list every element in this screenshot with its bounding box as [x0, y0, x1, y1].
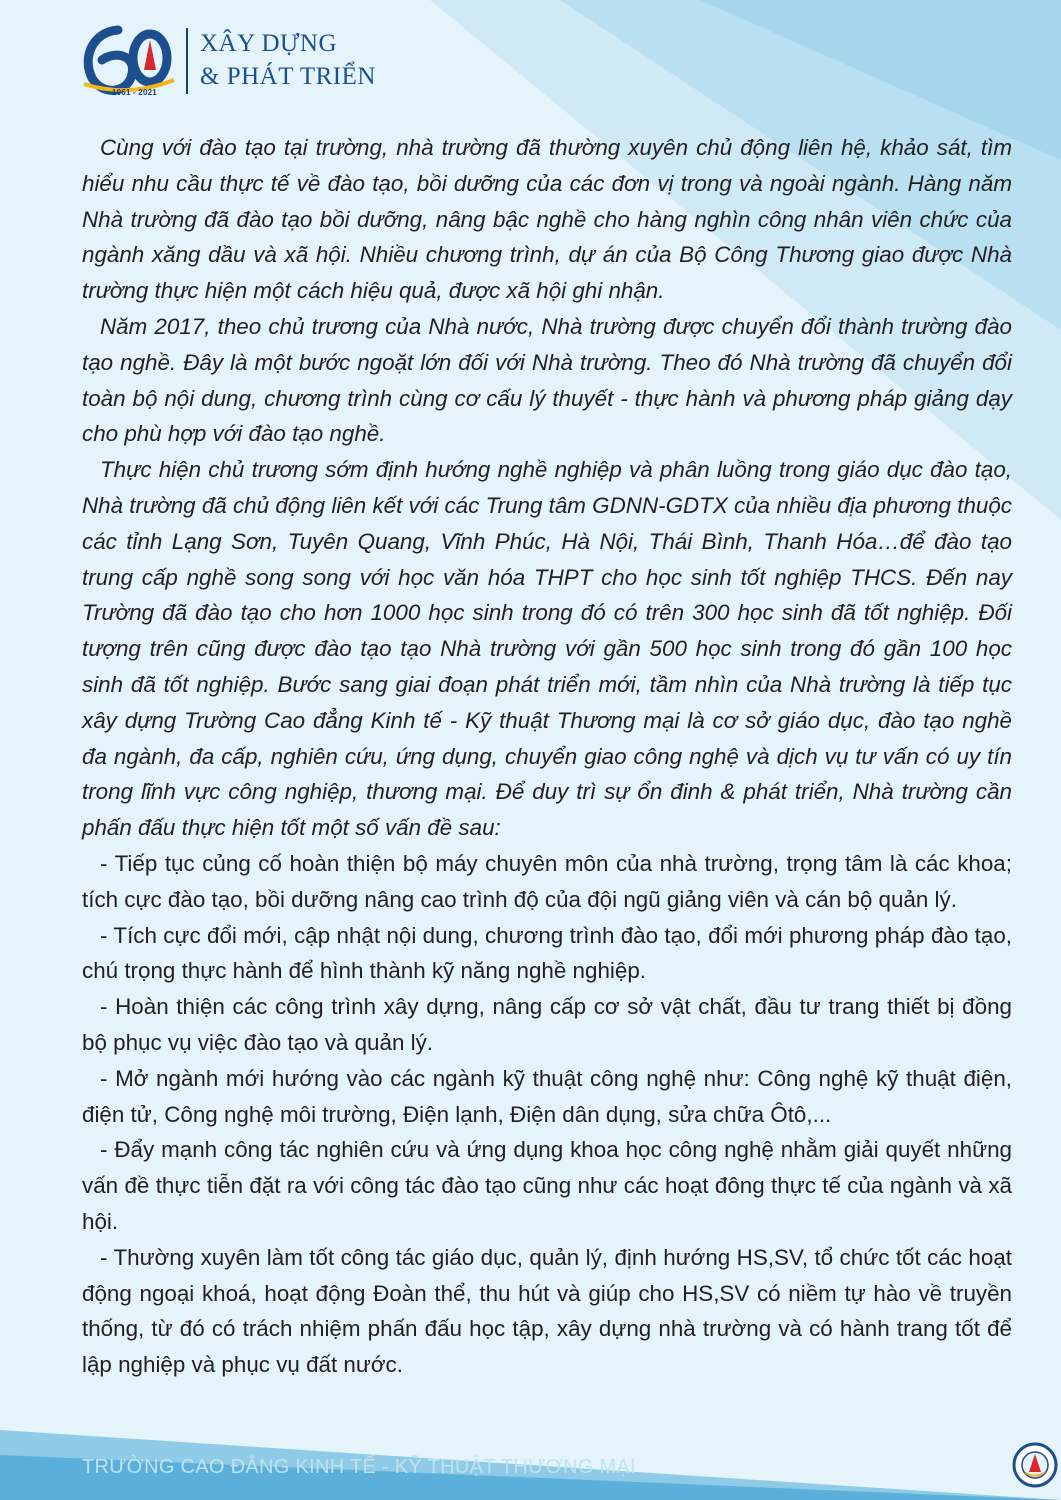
logo-number [98, 73, 99, 74]
school-seal-icon [1012, 1442, 1058, 1488]
header-title-line2: & PHÁT TRIỂN [200, 63, 376, 90]
header-title-line1: XÂY DỰNG [200, 30, 338, 57]
logo-years: 1961 - 2021 [112, 88, 157, 97]
paragraph-training-outreach: Cùng với đào tạo tại trường, nhà trường đã thường xuyên chủ động liên hệ, khảo sát, tìm hiểu nhu cầu thực tế về đào tạo, bồi dưỡng của các đơn vị trong và ngoài ngành. Hàng năm Nhà trường đã đào tạo bồi dưỡng, nâng bậc nghề cho hàng nghìn công nhân viên chức của ngành xăng dầu và xã hội. Nhiều chương trình, dự án của Bộ Công Thương giao được Nhà trường thực hiện một cách hiệu quả, được xã hội ghi nhận. [82, 135, 1012, 304]
article-body [82, 130, 1012, 1383]
list-item-new-majors: - Mở ngành mới hướng vào các ngành kỹ thuật công nghệ như: Công nghệ kỹ thuật điện, điện tử, Công nghệ môi trường, Điện lạnh, Điện dân dụng, sửa chữa Ôtô,... [82, 1065, 1012, 1127]
list-item-curriculum-renewal: - Tích cực đổi mới, cập nhật nội dung, chương trình đào tạo, đổi mới phương pháp đào tạo, chú trọng thực hành để hình thành kỹ năng nghề nghiệp. [82, 922, 1012, 984]
list-item-research: - Đẩy mạnh công tác nghiên cứu và ứng dụng khoa học công nghệ nhằm giải quyết những vấn đề thực tiễn đặt ra với công tác đào tạo cũng như các hoạt đông thực tế của ngành và xã hội. [82, 1137, 1012, 1234]
footer-school-name: TRƯỜNG CAO ĐẲNG KINH TẾ - KỸ THUẬT THƯƠNG MẠI [82, 1456, 636, 1478]
list-item-infrastructure: - Hoàn thiện các công trình xây dựng, nâng cấp cơ sở vật chất, đầu tư trang thiết bị đồng bộ phục vụ việc đào tạo và quản lý. [82, 994, 1012, 1055]
page-header [78, 22, 478, 102]
paragraph-vocational-orientation: Thực hiện chủ trương sớm định hướng nghề nghiệp và phân luồng trong giáo dục đào tạo, Nhà trường đã chủ động liên kết với các Trung tâm GDNN-GDTX của nhiều địa phương thuộc các tỉnh Lạng Sơn, Tuyên Quang, Vĩnh Phúc, Hà Nội, Thái Bình, Thanh Hóa…để đào tạo trung cấp nghề song song với học văn hóa THPT cho học sinh tốt nghiệp THCS. Đến nay Trường đã đào tạo cho hơn 1000 học sinh trong đó có trên 300 học sinh đã tốt nghiệp. Đối tượng trên cũng được đào tạo tạo Nhà trường với gần 500 học sinh trong đó gần 100 học sinh đã tốt nghiệp. Bước sang giai đoạn phát triển mới, tầm nhìn của Nhà trường là tiếp tục xây dựng Trường Cao đẳng Kinh tế - Kỹ thuật Thương mại là cơ sở giáo dục, đào tạo nghề đa ngành, đa cấp, nghiên cứu, ứng dụng, chuyển giao công nghệ và dịch vụ tư vấn có uy tín trong lĩnh vực công nghiệp, thương mại. Để duy trì sự ổn đinh & phát triển, Nhà trường cần phấn đấu thực hiện tốt một số vấn đề sau: [82, 457, 1012, 841]
list-item-staff-development: - Tiếp tục củng cố hoàn thiện bộ máy chuyên môn của nhà trường, trọng tâm là các khoa; tích cực đào tạo, bồi dưỡng nâng cao trình độ của đội ngũ giảng viên và cán bộ quản lý. [82, 850, 1012, 912]
paragraph-2017-conversion: Năm 2017, theo chủ trương của Nhà nước, Nhà trường được chuyển đổi thành trường đào tạo nghề. Đây là một bước ngoặt lớn đối với Nhà trường. Theo đó Nhà trường đã chuyển đổi toàn bộ nội dung, chương trình cùng cơ cấu lý thuyết - thực hành và phương pháp giảng dạy cho phù hợp với đào tạo nghề. [82, 313, 1012, 447]
header-divider [186, 28, 188, 94]
list-item-student-education: - Thường xuyên làm tốt công tác giáo dục, quản lý, định hướng HS,SV, tổ chức tốt các hoạt động ngoại khoá, hoạt động Đoàn thể, thu hút và giúp cho HS,SV có niềm tự hào về truyền thống, từ đó có trách nhiệm phấn đấu học tập, xây dựng nhà trường và có hành trang tốt để lập nghiệp và phục vụ đất nước. [82, 1244, 1012, 1378]
